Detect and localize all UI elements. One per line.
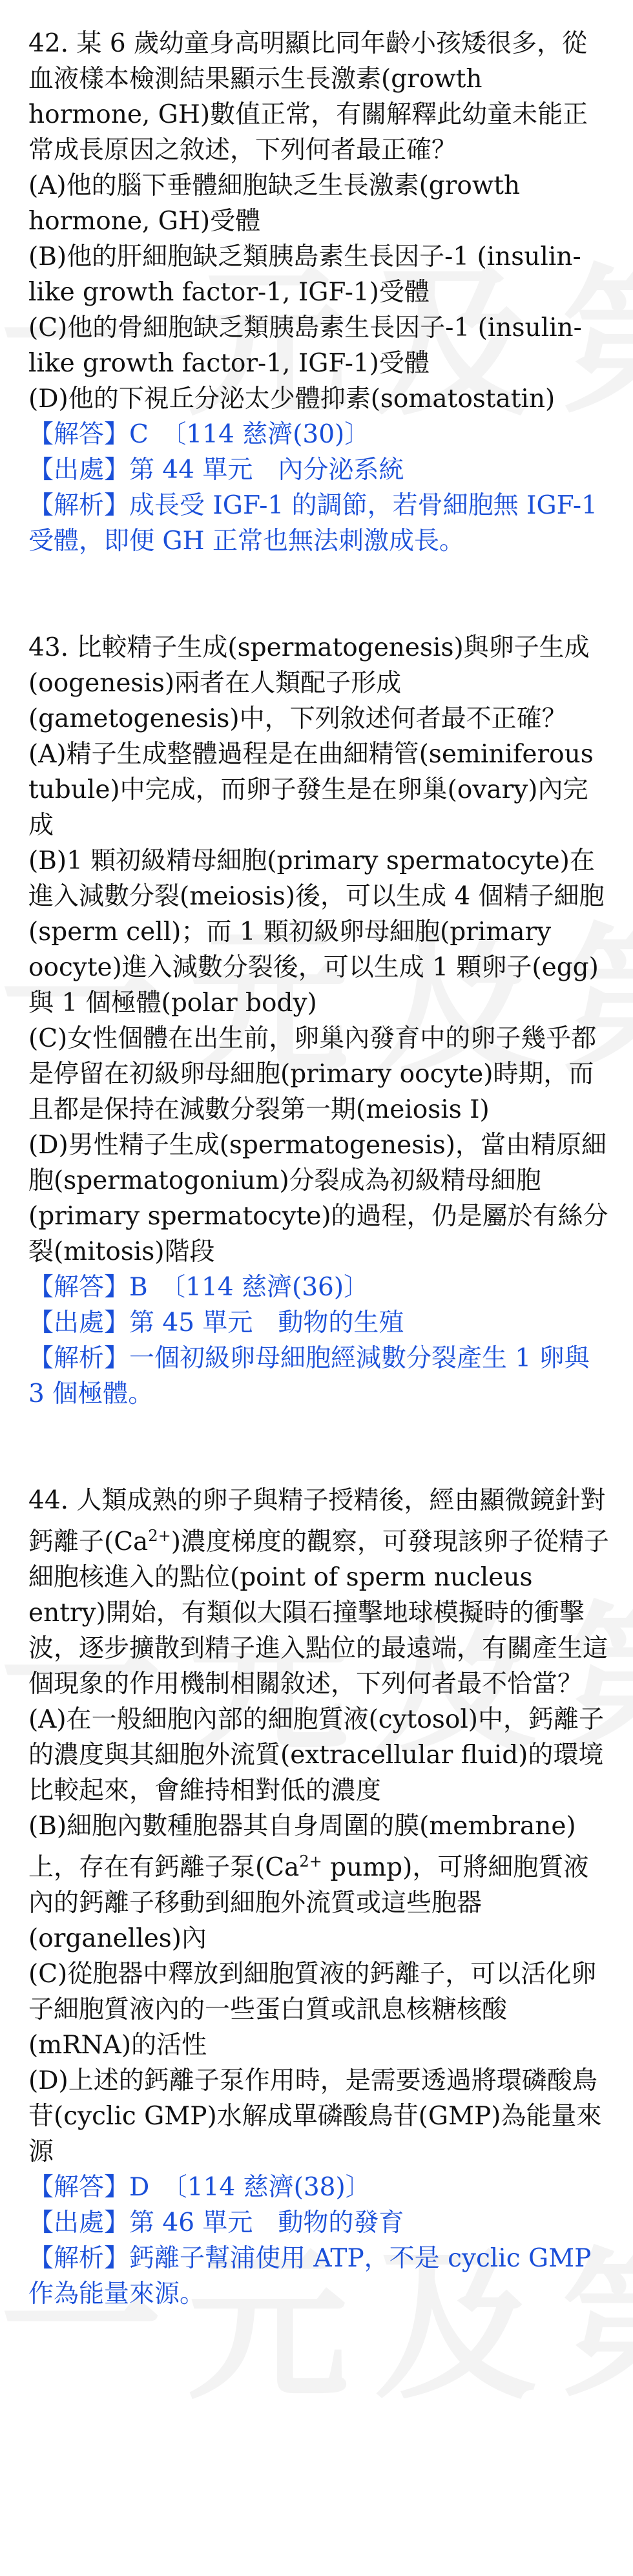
question-44 xyxy=(28,1483,610,2312)
question-42 xyxy=(28,26,610,559)
explanation-line: 【解析】成長受 IGF-1 的調節，若骨細胞無 IGF-1 受體，即便 GH 正常也無法刺激成長。 xyxy=(28,491,597,556)
question-stem: 42. 某 6 歲幼童身高明顯比同年齡小孩矮很多，從血液樣本檢測結果顯示生長激素(growth hormone, GH)數值正常，有關解釋此幼童未能正常成長原因之敘述，下列何者最正確？ (A)他的腦下垂體細胞缺乏生長激素(growth hormone, GH)受體 (B)他的肝細胞缺乏類胰島素生長因子-1 (insulin-like growth factor-1, IGF-1)受體 (C)他的骨細胞缺乏類胰島素生長因子-1 (insulin-like growth factor-1, IGF-1)受體 (D)他的下視丘分泌太少體抑素(somatostatin) xyxy=(28,26,610,417)
option-a: (A)他的腦下垂體細胞缺乏生長激素(growth hormone, GH)受體 xyxy=(28,171,521,236)
option-d: (D)他的下視丘分泌太少體抑素(somatostatin) xyxy=(28,384,555,414)
option-b: (B)細胞內數種胞器其自身周圍的膜(membrane)上，存在有鈣離子泵($Ca^{2+}$ pump)，可將細胞質液內的鈣離子移動到細胞外流質或這些胞器(organelles)內 xyxy=(28,1812,589,1953)
option-a: (A)精子生成整體過程是在曲細精管(seminiferous tubule)中完成，而卵子發生是在卵巢(ovary)內完成 xyxy=(28,740,594,840)
option-d: (D)上述的鈣離子泵作用時，是需要透過將環磷酸鳥苷(cyclic GMP)水解成單磷酸鳥苷(GMP)為能量來源 xyxy=(28,2066,602,2166)
option-a: (A)在一般細胞內部的細胞質液(cytosol)中，鈣離子的濃度與其細胞外流質(extracellular fluid)的環境比較起來，會維持相對低的濃度 xyxy=(28,1705,605,1805)
answer-line: 【解答】D 〔114 慈濟(38)〕 xyxy=(28,2173,371,2202)
option-d: (D)男性精子生成(spermatogenesis)，當由精原細胞(spermatogonium)分裂成為初級精母細胞(primary spermatocyte)的過程，仍是屬於有絲分裂(mitosis)階段 xyxy=(28,1131,608,1266)
answer-line: 【解答】B 〔114 慈濟(36)〕 xyxy=(28,1273,369,1302)
question-43 xyxy=(28,630,610,1412)
explanation-line: 【解析】鈣離子幫浦使用 ATP，不是 cyclic GMP 作為能量來源。 xyxy=(28,2244,592,2309)
option-c: (C)他的骨細胞缺乏類胰島素生長因子-1 (insulin-like growth factor-1, IGF-1)受體 xyxy=(28,313,582,378)
explanation-line: 【解析】一個初級卵母細胞經減數分裂產生 1 卵與 3 個極體。 xyxy=(28,1344,590,1408)
option-b: (B)1 顆初級精母細胞(primary spermatocyte)在進入減數分裂(meiosis)後，可以生成 4 個精子細胞(sperm cell)；而 1 顆初級卵母細胞(primary oocyte)進入減數分裂後，可以生成 1 顆卵子(egg)與 1 個極體(polar body) xyxy=(28,846,605,1018)
option-b: (B)他的肝細胞缺乏類胰島素生長因子-1 (insulin-like growth factor-1, IGF-1)受體 xyxy=(28,242,581,307)
question-stem: 43. 比較精子生成(spermatogenesis)與卵子生成(oogenesis)兩者在人類配子形成(gametogenesis)中，下列敘述何者最不正確？ (A)精子生成整體過程是在曲細精管(seminiferous tubule)中完成，而卵子發生是在卵巢(ovary)內完成 (B)1 顆初級精母細胞(primary spermatocyte)在進入減數分裂(meiosis)後，可以生成 4 個精子細胞(sperm cell)；而 1 顆初級卵母細胞(primary oocyte)進入減數分裂後，可以生成 1 顆卵子(egg)與 1 個極體(polar body) (C)女性個體在出生前，卵巢內發育中的卵子幾乎都是停留在初級卵母細胞(primary oocyte)時期，而且都是保持在減數分裂第一期(meiosis I) (D)男性精子生成(spermatogenesis)，當由精原細胞(spermatogonium)分裂成為初級精母細胞(primary spermatocyte)的過程，仍是屬於有絲分裂(mitosis)階段 xyxy=(28,630,610,1270)
answer-line: 【解答】C 〔114 慈濟(30)〕 xyxy=(28,420,370,449)
exam-page xyxy=(28,26,610,2312)
option-c: (C)女性個體在出生前，卵巢內發育中的卵子幾乎都是停留在初級卵母細胞(primary oocyte)時期，而且都是保持在減數分裂第一期(meiosis I) xyxy=(28,1024,597,1124)
option-c: (C)從胞器中釋放到細胞質液的鈣離子，可以活化卵子細胞質液內的一些蛋白質或訊息核糖核酸(mRNA)的活性 xyxy=(28,1960,597,2060)
source-line: 【出處】第 44 單元 內分泌系統 xyxy=(28,456,404,485)
source-line: 【出處】第 46 單元 動物的發育 xyxy=(28,2208,404,2237)
source-line: 【出處】第 45 單元 動物的生殖 xyxy=(28,1308,404,1337)
question-stem: 44. 人類成熟的卵子與精子授精後，經由顯微鏡針對鈣離子$(Ca^{2+})$濃度梯度的觀察，可發現該卵子從精子細胞核進入的點位(point of sperm nucleus entry)開始，有類似大隕石撞擊地球模擬時的衝擊波，逐步擴散到精子進入點位的最遠端，有關產生這個現象的作用機制相關敘述，下列何者最不恰當？ (A)在一般細胞內部的細胞質液(cytosol)中，鈣離子的濃度與其細胞外流質(extracellular fluid)的環境比較起來，會維持相對低的濃度 (B)細胞內數種胞器其自身周圍的膜(membrane)上，存在有鈣離子泵($Ca^{2+}$ pump)，可將細胞質液內的鈣離子移動到細胞外流質或這些胞器(organelles)內 (C)從胞器中釋放到細胞質液的鈣離子，可以活化卵子細胞質液內的一些蛋白質或訊息核糖核酸(mRNA)的活性 (D)上述的鈣離子泵作用時，是需要透過將環磷酸鳥苷(cyclic GMP)水解成單磷酸鳥苷(GMP)為能量來源 xyxy=(28,1483,610,2170)
